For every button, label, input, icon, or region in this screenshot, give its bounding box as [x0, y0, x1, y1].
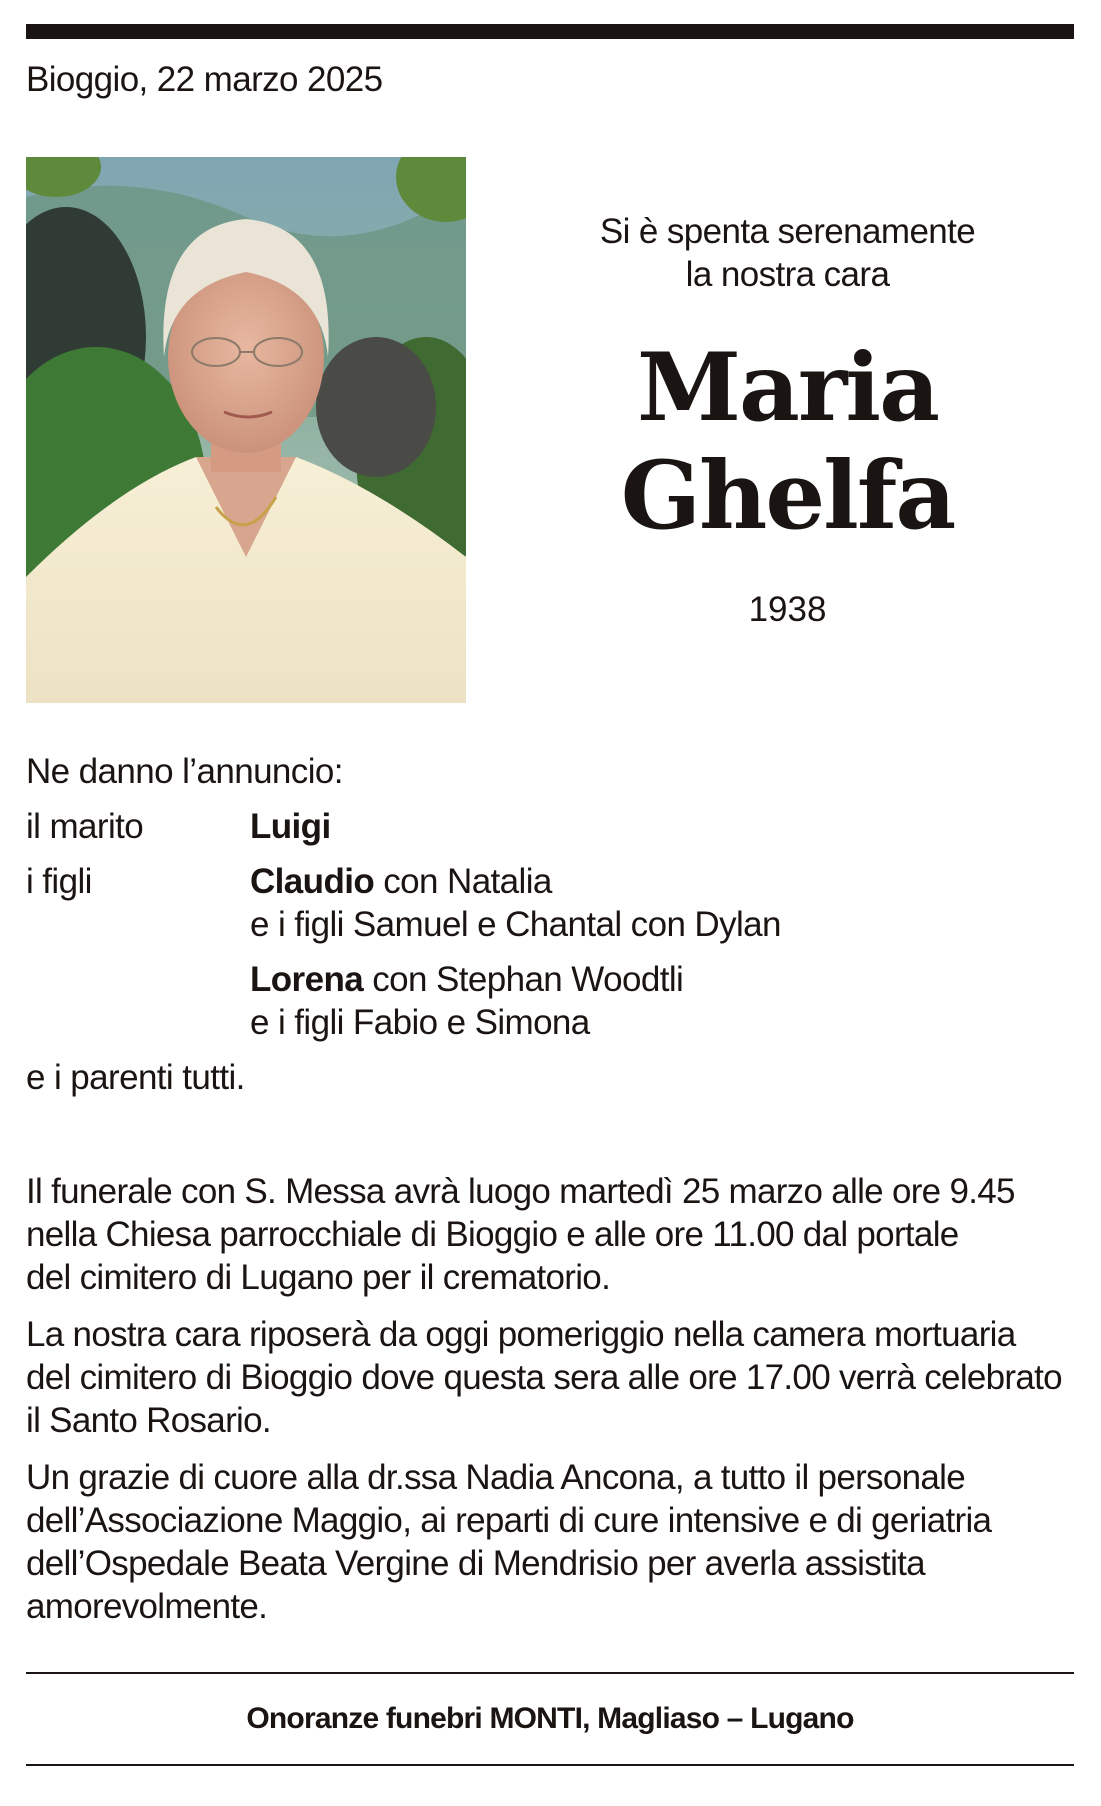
- first-name: Maria: [636, 333, 939, 443]
- deceased-name: [520, 334, 1055, 550]
- husband-label: il marito: [26, 807, 144, 846]
- notice-heading: [520, 210, 1055, 632]
- top-rule: [26, 24, 1074, 39]
- child-spouse: con Natalia: [374, 862, 552, 901]
- children-list: [250, 860, 1066, 1044]
- notice-body: [26, 1170, 1076, 1642]
- text-line: amorevolmente.: [26, 1587, 268, 1626]
- child-family: [250, 860, 1066, 946]
- intro-text: [520, 210, 1055, 296]
- child-spouse: con Stephan Woodtli: [363, 960, 684, 999]
- child-grandchildren: e i figli Samuel e Chantal con Dylan: [250, 905, 781, 944]
- text-line: nella Chiesa parrocchiale di Bioggio e alle ore 11.00 dal portale: [26, 1215, 959, 1254]
- child-family: [250, 958, 1066, 1044]
- last-name: Ghelfa: [620, 441, 955, 551]
- footer-rule-top: [26, 1672, 1074, 1674]
- child-name: Lorena: [250, 960, 364, 999]
- birth-year: 1938: [748, 590, 827, 629]
- text-line: Un grazie di cuore alla dr.ssa Nadia Ancona, a tutto il personale: [26, 1458, 965, 1497]
- child-name: Claudio: [250, 862, 375, 901]
- child-grandchildren: e i figli Fabio e Simona: [250, 1003, 590, 1042]
- text-line: il Santo Rosario.: [26, 1401, 271, 1440]
- text-line: Il funerale con S. Messa avrà luogo martedì 25 marzo alle ore 9.45: [26, 1172, 1015, 1211]
- relatives-line: e i parenti tutti.: [26, 1058, 245, 1097]
- footer-rule-bottom: [26, 1764, 1074, 1766]
- text-line: dell’Ospedale Beata Vergine di Mendrisio per averla assistita: [26, 1544, 925, 1583]
- portrait-photo: [26, 157, 466, 703]
- place-date: Bioggio, 22 marzo 2025: [26, 60, 383, 99]
- announcement-heading: Ne danno l’annuncio:: [26, 752, 343, 791]
- funeral-home: Onoranze funebri MONTI, Magliaso – Lugano: [246, 1702, 854, 1735]
- intro-line-2: la nostra cara: [685, 255, 890, 294]
- wake-paragraph: [26, 1313, 1076, 1442]
- husband-row: [26, 805, 1066, 848]
- husband-name: Luigi: [250, 807, 331, 846]
- children-label: i figli: [26, 862, 92, 901]
- intro-line-1: Si è spenta serenamente: [599, 212, 976, 251]
- text-line: La nostra cara riposerà da oggi pomeriggio nella camera mortuaria: [26, 1315, 1016, 1354]
- thanks-paragraph: [26, 1456, 1076, 1628]
- announcement-block: [26, 750, 1066, 1099]
- text-line: del cimitero di Lugano per il crematorio.: [26, 1258, 611, 1297]
- text-line: del cimitero di Bioggio dove questa sera alle ore 17.00 verrà celebrato: [26, 1358, 1062, 1397]
- funeral-paragraph: [26, 1170, 1076, 1299]
- text-line: dell’Associazione Maggio, ai reparti di cure intensive e di geriatria: [26, 1501, 992, 1540]
- children-row: [26, 860, 1066, 1044]
